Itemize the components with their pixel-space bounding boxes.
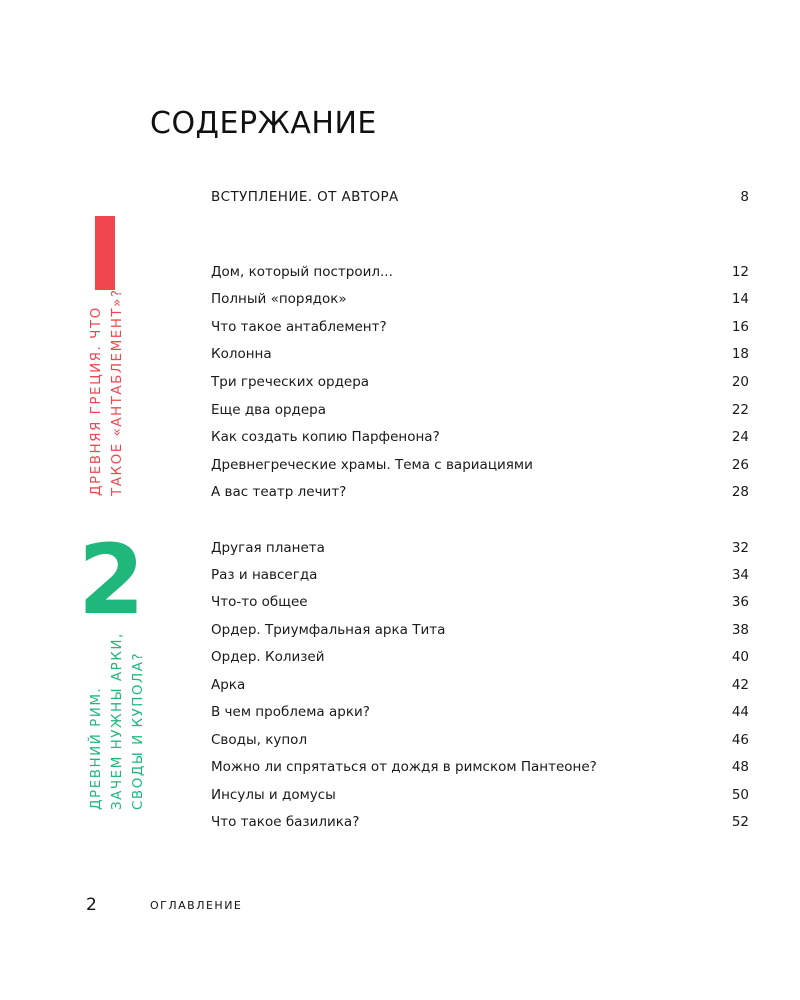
chapter-1-number (95, 216, 115, 290)
toc-intro-title: ВСТУПЛЕНИЕ. ОТ АВТОРА (211, 189, 399, 205)
footer-section-label: ОГЛАВЛЕНИЕ (150, 899, 243, 912)
toc-row[interactable] (211, 454, 749, 476)
chapter-2-number: 2 (78, 524, 143, 636)
toc-entry-page: 48 (731, 759, 749, 775)
toc-entry-page: 18 (731, 346, 749, 362)
toc-entry-title: Ордер. Колизей (211, 649, 325, 665)
toc-entry-page: 42 (731, 677, 749, 693)
toc-row[interactable] (211, 591, 749, 613)
footer-page-number: 2 (86, 895, 97, 915)
toc-entry-title: Полный «порядок» (211, 291, 347, 307)
chapter-1-label-line: ДРЕВНЯЯ ГРЕЦИЯ. ЧТО (88, 306, 104, 496)
chapter-1-numeral-shape (95, 216, 115, 290)
toc-row[interactable] (211, 619, 749, 641)
toc-intro-page: 8 (740, 189, 749, 205)
page-title: СОДЕРЖАНИЕ (150, 106, 377, 142)
toc-entry-page: 22 (731, 402, 749, 418)
toc-entry-title: Можно ли спрятаться от дождя в римском Пантеоне? (211, 759, 597, 775)
toc-row[interactable] (211, 481, 749, 503)
toc-row[interactable] (211, 426, 749, 448)
toc-entry-title: Три греческих ордера (211, 374, 370, 390)
toc-entry-page: 34 (731, 567, 749, 583)
toc-entry-title: Еще два ордера (211, 402, 327, 418)
toc-entry-page: 32 (731, 540, 749, 556)
toc-row[interactable] (211, 729, 749, 751)
toc-entry-page: 44 (731, 704, 749, 720)
toc-row[interactable] (211, 343, 749, 365)
toc-intro-row[interactable] (211, 186, 749, 208)
toc-row[interactable] (211, 701, 749, 723)
toc-entry-title: В чем проблема арки? (211, 704, 370, 720)
toc-row[interactable] (211, 811, 749, 833)
toc-entry-title: Что такое антаблемент? (211, 319, 387, 335)
chapter-2-label-line: СВОДЫ И КУПОЛА? (130, 651, 146, 810)
toc-entry-title: Что-то общее (211, 594, 308, 610)
toc-entry-title: Другая планета (211, 540, 325, 556)
toc-entry-title: Арка (211, 677, 246, 693)
toc-entry-page: 40 (731, 649, 749, 665)
toc-entry-title: Как создать копию Парфенона? (211, 429, 440, 445)
toc-entry-page: 46 (731, 732, 749, 748)
toc-entry-title: Раз и навсегда (211, 567, 318, 583)
toc-entry-page: 12 (731, 264, 749, 280)
toc-entry-page: 38 (731, 622, 749, 638)
toc-row[interactable] (211, 756, 749, 778)
toc-entry-title: А вас театр лечит? (211, 484, 347, 500)
toc-entry-page: 28 (731, 484, 749, 500)
toc-row[interactable] (211, 316, 749, 338)
toc-entry-page: 16 (731, 319, 749, 335)
toc-entry-page: 14 (731, 291, 749, 307)
toc-entry-page: 36 (731, 594, 749, 610)
chapter-2-label-line: ЗАЧЕМ НУЖНЫ АРКИ, (109, 632, 125, 810)
toc-row[interactable] (211, 399, 749, 421)
toc-entry-page: 50 (731, 787, 749, 803)
toc-entry-title: Своды, купол (211, 732, 308, 748)
toc-entry-title: Дом, который построил... (211, 264, 393, 280)
toc-row[interactable] (211, 537, 749, 559)
toc-entry-page: 20 (731, 374, 749, 390)
toc-entry-title: Ордер. Триумфальная арка Тита (211, 622, 446, 638)
chapter-1-numeral-bar (95, 216, 115, 290)
chapter-1-side-label (86, 288, 128, 496)
toc-row[interactable] (211, 784, 749, 806)
toc-entry-page: 52 (731, 814, 749, 830)
toc-row[interactable] (211, 674, 749, 696)
toc-row[interactable] (211, 261, 749, 283)
toc-entry-title: Что такое базилика? (211, 814, 360, 830)
toc-row[interactable] (211, 288, 749, 310)
chapter-1-label-line: ТАКОЕ «АНТАБЛЕМЕНТ»? (109, 288, 125, 496)
toc-entry-page: 24 (731, 429, 749, 445)
chapter-2-side-label (86, 632, 149, 810)
toc-entry-title: Древнегреческие храмы. Тема с вариациями (211, 457, 533, 473)
toc-entry-page: 26 (731, 457, 749, 473)
toc-row[interactable] (211, 564, 749, 586)
toc-entry-title: Инсулы и домусы (211, 787, 336, 803)
toc-row[interactable] (211, 646, 749, 668)
toc-entry-title: Колонна (211, 346, 272, 362)
toc-row[interactable] (211, 371, 749, 393)
chapter-2-label-line: ДРЕВНИЙ РИМ. (88, 686, 104, 810)
